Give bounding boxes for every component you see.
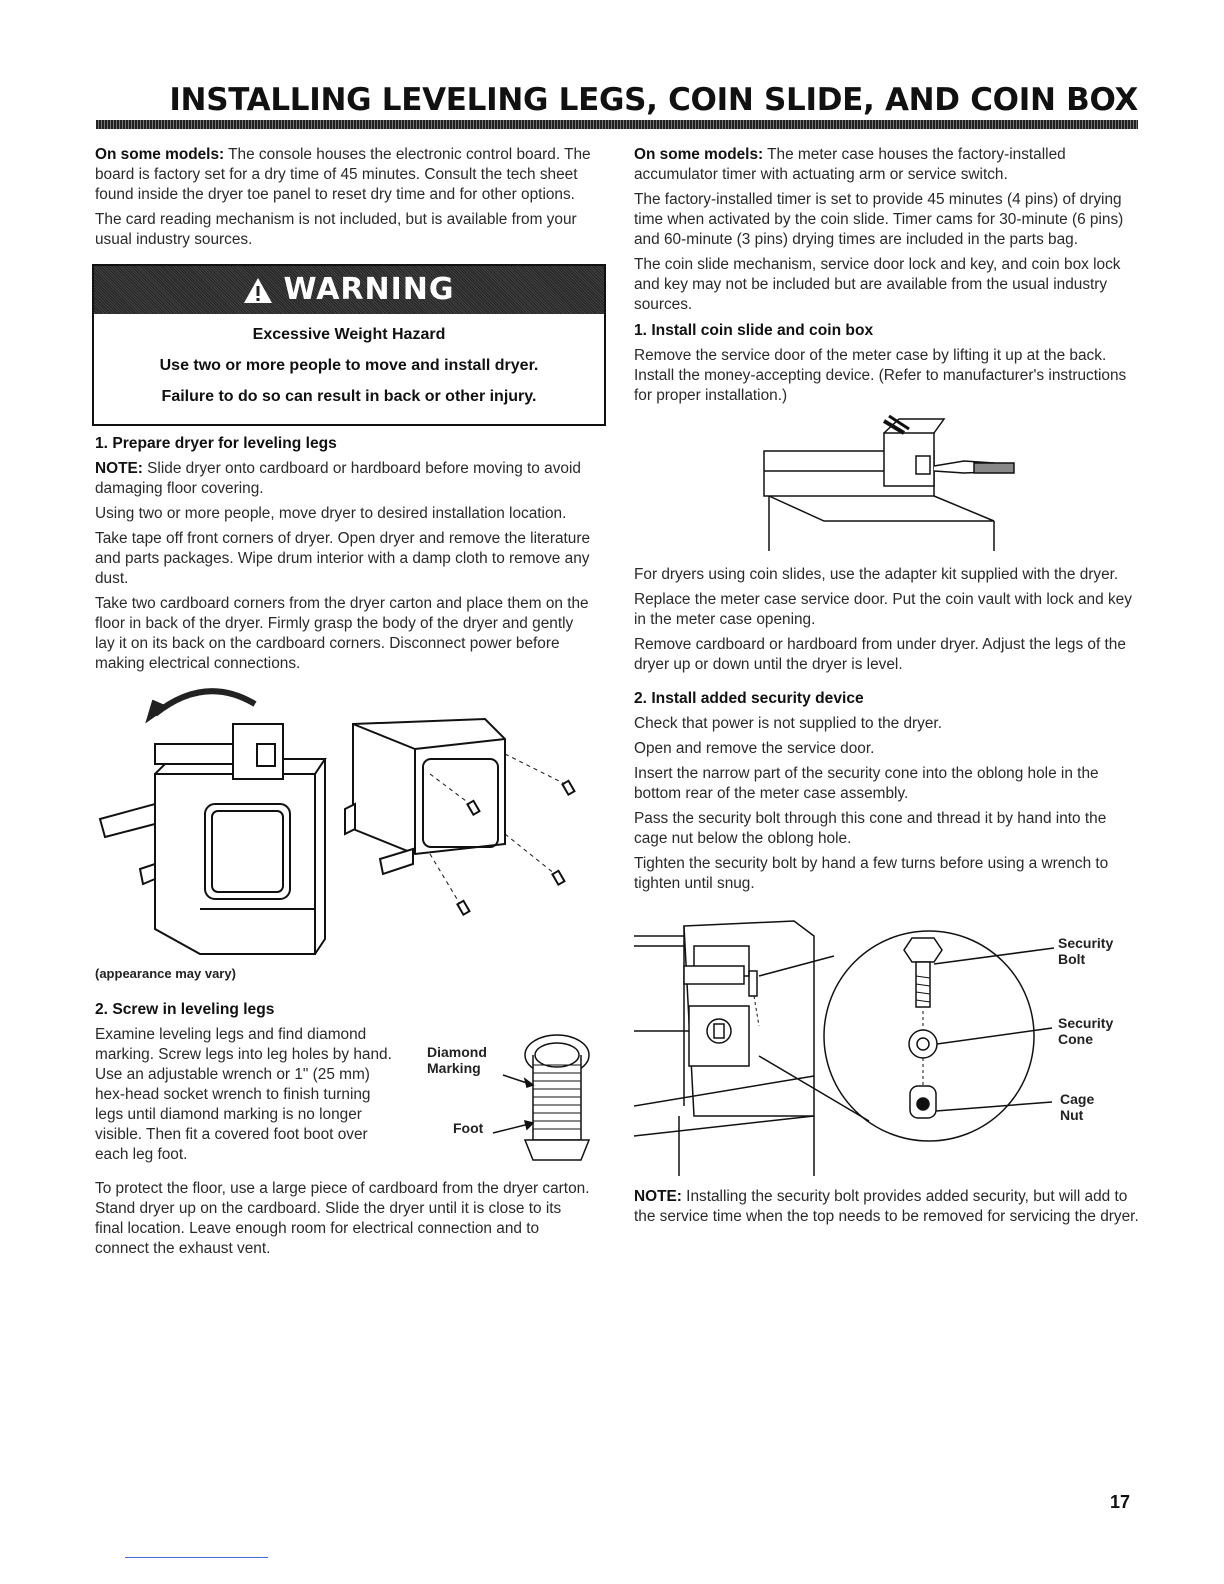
warning-header [94,266,604,314]
step1-para-3: Take two cardboard corners from the dryer carton and place them on the floor in back of the dryer. Firmly grasp the body of the dryer and gently lay it on its back on the cardboard corners. Disconnect power before making electrical connections. [95,595,589,672]
warning-line-2: Failure to do so can result in back or other injury. [161,388,537,405]
warning-title: WARNING [283,272,455,307]
timer-text: The factory-installed timer is set to provide 45 minutes (4 pins) of drying time when activated by the coin slide. Timer cams for 30-minute (6 pins) and 60-minute (3 pins) drying times are included in the parts bag. [634,191,1124,248]
coin-step1-para-3: Replace the meter case service door. Put the coin vault with lock and key in the meter case opening. [634,591,1132,628]
dryer-tilt-illustration [95,679,592,964]
step1-heading: 1. Prepare dryer for leveling legs [95,435,337,452]
svg-text:Security Bolt Secu [1058,935,1117,1123]
card-reader-text: The card reading mechanism is not included, but is available from your usual industry sources. [95,211,577,248]
step1-note-lead: NOTE: [95,460,143,477]
step1-para-1: Using two or more people, move dryer to desired installation location. [95,505,567,522]
coin-step1-para-2: For dryers using coin slides, use the adapter kit supplied with the dryer. [634,566,1119,583]
cage-nut-label-2: Nut [1060,1107,1084,1123]
coin-step2-para-4: Pass the security bolt through this cone and thread it by hand into the cage nut below the oblong hole. [634,810,1107,847]
step1-para-2: Take tape off front corners of dryer. Open dryer and remove the literature and parts packages. Wipe drum interior with a damp cloth to remove any dust. [95,530,591,587]
step2-heading: 2. Screw in leveling legs [95,1001,275,1018]
warning-hazard: Excessive Weight Hazard [252,326,446,343]
security-note-lead: NOTE: [634,1188,682,1205]
coin-step1-heading: 1. Install coin slide and coin box [634,322,874,339]
foot-label: Foot [453,1120,484,1136]
left-intro-lead: On some models: [95,146,225,163]
warning-triangle-icon [243,277,273,304]
coin-mechanism-text: The coin slide mechanism, service door lock and key, and coin box lock and key may not be included but are available from the usual industry sources. [634,256,1121,313]
left-intro [95,145,592,205]
warning-line-1: Use two or more people to move and install dryer. [159,357,539,374]
coin-step2-para-3: Insert the narrow part of the security cone into the oblong hole in the bottom rear of the meter case assembly. [634,765,1099,802]
coin-step2-para-2: Open and remove the service door. [634,740,875,757]
step2-para-2: To protect the floor, use a large piece of cardboard from the dryer carton. Stand dryer up on the cardboard. Slide the dryer until it is close to its final location. Leave enough room for electrical connection and to connect the exhaust vent. [95,1180,590,1257]
right-intro-text: The meter case houses the factory-installed accumulator timer with actuating arm or service switch. [634,146,1066,183]
leveling-leg-illustration [425,1005,595,1165]
footer-rule [125,1557,268,1558]
coin-step1-para-1: Remove the service door of the meter case by lifting it up at the back. Install the money-accepting device. (Refer to manufacturer's instructions for proper installation.) [634,347,1127,404]
cage-nut-label-1: Cage [1060,1091,1095,1107]
coin-step2-para-5: Tighten the security bolt by hand a few turns before using a wrench to tighten until snug. [634,855,1109,892]
coin-step2-para-1: Check that power is not supplied to the dryer. [634,715,942,732]
coin-step2-heading: 2. Install added security device [634,690,864,707]
title-rule [96,120,1138,129]
diamond-marking-label: Diamond Marking [427,1044,487,1076]
security-note-text: Installing the security bolt provides added security, but will add to the service time when the top needs to be removed for servicing the dryer. [634,1188,1139,1225]
right-column [634,145,1140,1232]
step2-para-1: Examine leveling legs and find diamond marking. Screw legs into leg holes by hand. Use an adjustable wrench or 1" (25 mm) hex-head socket wrench to finish turning legs until diamond marking is no longer visible. Then fit a covered foot boot over each leg foot. [95,1026,392,1163]
security-device-illustration [634,906,1140,1181]
security-bolt-label-2: Bolt [1058,951,1086,967]
figure-caption: (appearance may vary) [95,966,236,981]
page-title: INSTALLING LEVELING LEGS, COIN SLIDE, AND COIN BOX [169,82,1138,118]
warning-box [92,264,606,426]
coin-step1-para-4: Remove cardboard or hardboard from under dryer. Adjust the legs of the dryer up or down until the dryer is level. [634,636,1126,673]
security-cone-label-1: Security [1058,1015,1114,1031]
step1-note [95,459,592,499]
left-column [95,145,592,1264]
security-bolt-label-1: Security [1058,935,1114,951]
left-intro-text: The console houses the electronic control board. The board is factory set for a dry time of 45 minutes. Consult the tech sheet found inside the dryer toe panel to reset dry time and for other options. [95,146,591,203]
page-number: 17 [1110,1492,1131,1512]
right-intro-lead: On some models: [634,146,764,163]
coin-slide-illustration [634,411,1140,561]
step1-note-text: Slide dryer onto cardboard or hardboard before moving to avoid damaging floor covering. [95,460,581,497]
right-intro [634,145,1140,185]
security-note [634,1187,1140,1227]
security-cone-label-2: Cone [1058,1031,1093,1047]
